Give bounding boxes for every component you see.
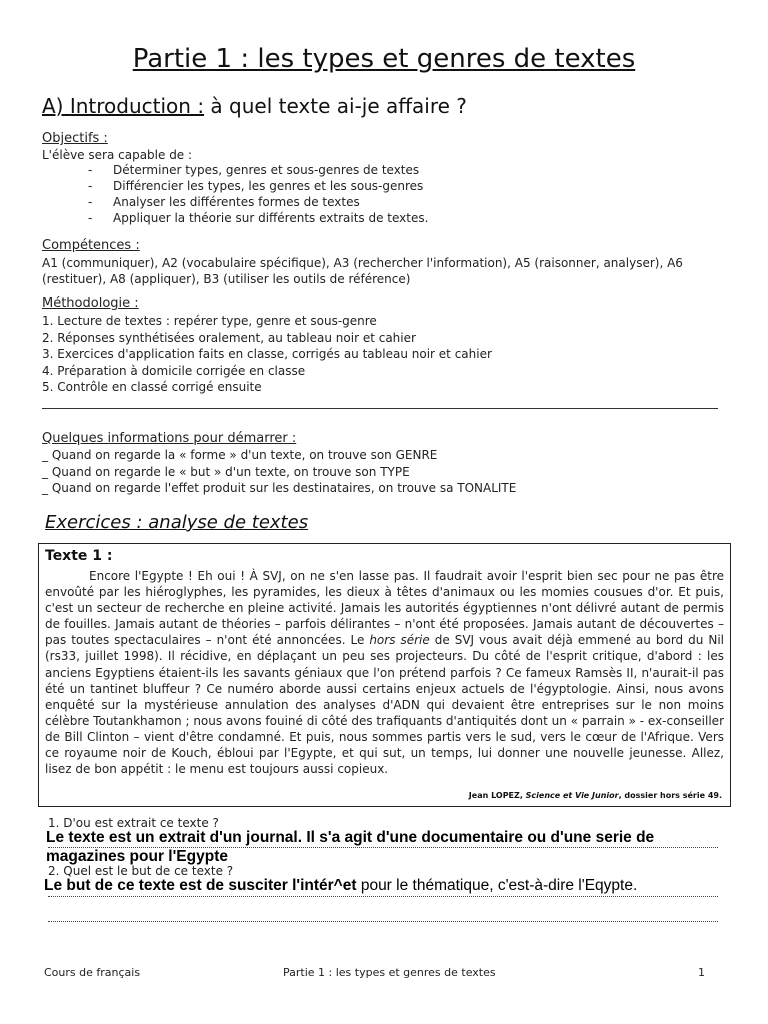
texte-1-title: Texte 1 :	[45, 548, 113, 564]
methodologie-list	[42, 313, 492, 396]
texte-1-source	[469, 791, 722, 800]
text-extract-box	[38, 543, 731, 807]
footer-page-number: 1	[698, 966, 705, 979]
answer-1-line-1[interactable]: Le texte est un extrait d'un journal. Il s'a agit d'une documentaire ou d'une serie de	[46, 829, 655, 846]
methodologie-item: 5. Contrôle en classé corrigé ensuite	[42, 380, 262, 394]
objectif-item: - Déterminer types, genres et sous-genres de textes	[88, 162, 428, 178]
objectifs-lead: L'élève sera capable de :	[42, 148, 193, 162]
exercices-heading: Exercices : analyse de textes	[45, 512, 309, 533]
competences-line: A1 (communiquer), A2 (vocabulaire spécifique), A3 (rechercher l'information), A5 (raisonner, analyser), A6	[42, 256, 683, 270]
texte-1-part-1: Encore l'Egypte ! Eh oui ! À SVJ, on ne s'en lasse pas. Il faudrait avoir l'esprit bien sec pour ne pas être envoûté par les hiéroglyphes, les pyramides, les dieux à têtes d'animaux ou les momies cousues d'or. Et puis, c'est un secteur de recherche en pleine activité. Jamais les autorités égyptiennes n'ont délivré autant de permis de fouilles. Jamais autant de théories – parfois délirantes – n'ont été proposées. Jamais autant de découvertes – pas toutes spectaculaires – n'ont été annoncées. Le	[45, 569, 724, 648]
answer-dotted-line	[48, 896, 718, 897]
introduction-label: A) Introduction :	[42, 94, 205, 118]
info-item: _ Quand on regarde le « but » d'un texte, on trouve son TYPE	[42, 464, 410, 479]
objectif-item: - Différencier les types, les genres et les sous-genres	[88, 178, 428, 194]
answer-2[interactable]	[44, 877, 637, 895]
texte-1-part-2: de SVJ vous avait déjà emmené au bord du Nil (rs33, juillet 1998). Il récidive, en déplaçant un peu ses projecteurs. Du côté de l'esprit critique, d'abord : les anciens Egyptiens étaient-ils les savants géniaux que l'on prétend parfois ? Ce fameux Ramsès II, n'aurait-il pas été un tantinet bluffeur ? Ce numéro aborde aussi certains enjeux actuels de l'égyptologie. Ainsi, nous avons enquêté sur la mystérieuse annulation des analyses d'ADN qui devaient être entreprises sur le non moins célèbre Toutankhamon ; nous avons fouiné di côté des trafiquants d'antiquités dont un « parrain » - ex-conseiller de Bill Clinton – vient d'être condamné. Et puis, nous sommes partis vers le sud, vers le cœur de l'Afrique. Vers ce royaume noir de Kouch, ébloui par l'Egypte, et qui sut, un temps, lui donner une nouvelle jeunesse. Allez, lisez de bon appétit : le menu est toujours aussi copieux.	[45, 633, 724, 777]
section-heading-introduction	[42, 94, 467, 118]
answer-dotted-line	[48, 921, 718, 922]
separator-line	[42, 408, 718, 409]
answer-2-bold: Le but de ce texte est de susciter l'intér^et	[44, 877, 357, 894]
question-1: 1. D'ou est extrait ce texte ?	[48, 816, 219, 830]
texte-1-body	[45, 568, 724, 777]
answer-1-line-2[interactable]: magazines pour l'Egypte	[46, 848, 228, 865]
texte-1-emphasis: hors série	[369, 633, 430, 648]
methodologie-item: 2. Réponses synthétisées oralement, au tableau noir et cahier	[42, 330, 416, 345]
methodologie-item: 4. Préparation à domicile corrigée en classe	[42, 363, 306, 378]
competences-line: (restituer), A8 (appliquer), B3 (utiliser les outils de référence)	[42, 272, 411, 286]
info-item: _ Quand on regarde l'effet produit sur les destinataires, on trouve sa TONALITE	[42, 481, 517, 495]
infos-heading: Quelques informations pour démarrer :	[42, 431, 297, 446]
introduction-question: à quel texte ai-je affaire ?	[204, 94, 467, 118]
info-item: _ Quand on regarde la « forme » d'un texte, on trouve son GENRE	[42, 448, 438, 462]
objectif-item: - Analyser les différentes formes de textes	[88, 194, 428, 210]
objectifs-list	[88, 162, 428, 226]
page-title: Partie 1 : les types et genres de textes	[132, 44, 636, 74]
infos-list	[42, 447, 516, 497]
answer-2-rest: pour le thématique, c'est-à-dire l'Eqypte.	[356, 877, 638, 894]
methodologie-item: 1. Lecture de textes : repérer type, genre et sous-genre	[42, 314, 377, 328]
competences-heading: Compétences :	[42, 238, 140, 253]
footer-section: Partie 1 : les types et genres de textes	[283, 966, 496, 979]
question-2: 2. Quel est le but de ce texte ?	[48, 864, 234, 878]
footer-course: Cours de français	[44, 966, 141, 979]
objectifs-heading: Objectifs :	[42, 131, 108, 146]
methodologie-item: 3. Exercices d'application faits en classe, corrigés au tableau noir et cahier	[42, 347, 492, 361]
methodologie-heading: Méthodologie :	[42, 296, 139, 311]
source-journal: Science et Vie Junior	[525, 791, 619, 800]
source-rest: , dossier hors série 49.	[618, 791, 722, 800]
source-author: Jean LOPEZ,	[468, 791, 526, 800]
objectif-item: - Appliquer la théorie sur différents extraits de textes.	[88, 210, 428, 226]
